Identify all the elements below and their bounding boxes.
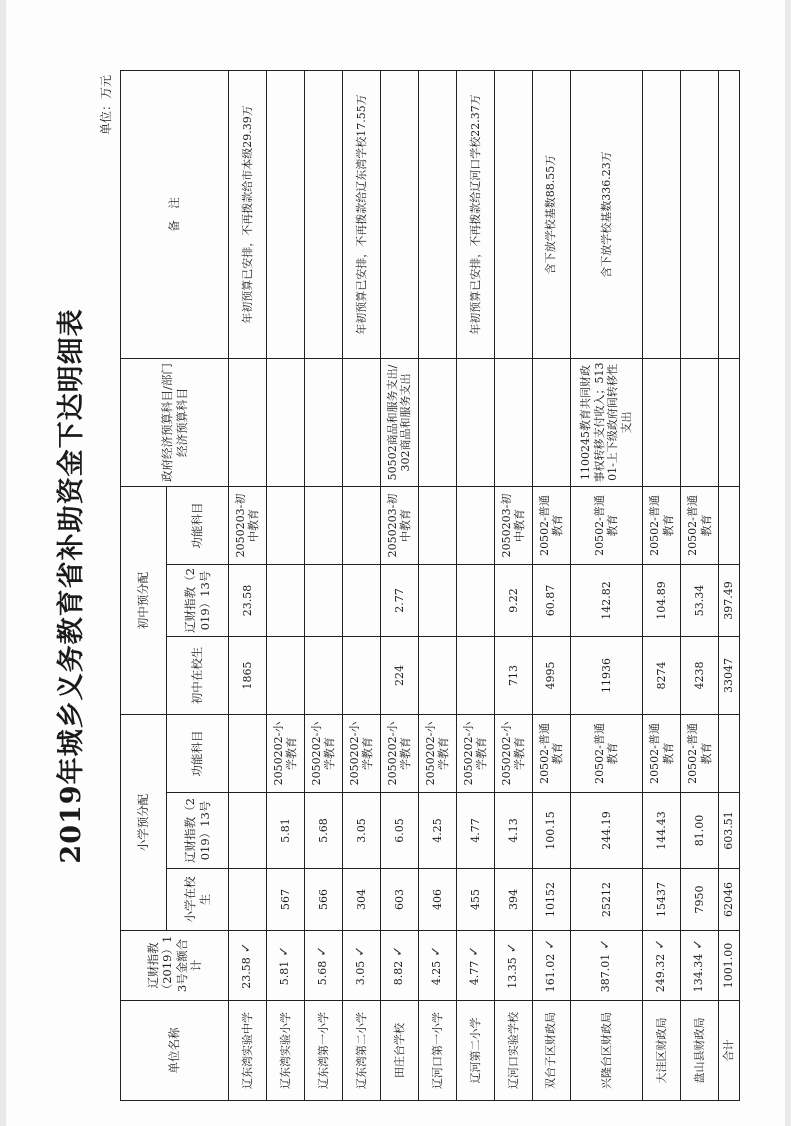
total-cell — [380, 931, 418, 1001]
primary-amount-cell: 6.05 — [380, 793, 418, 869]
junior-amount-cell: 9.22 — [494, 565, 532, 637]
check-mark: ✓ — [353, 945, 369, 957]
total-row — [719, 71, 740, 1101]
junior-students-cell: 8274 — [643, 637, 681, 715]
check-mark: ✓ — [239, 942, 255, 954]
total-value: 387.01 — [599, 953, 613, 993]
header-junior-group: 初中预分配 — [121, 487, 167, 715]
unit-name-cell: 辽河第二小学 — [456, 1001, 494, 1101]
total-primary-func — [719, 715, 740, 793]
note-cell — [643, 71, 681, 359]
table-row — [304, 71, 342, 1101]
primary-func-cell: 2050202-小学教育 — [418, 715, 456, 793]
total-junior-amount: 397.49 — [719, 565, 740, 637]
check-mark: ✓ — [277, 945, 293, 957]
junior-amount-cell — [304, 565, 342, 637]
primary-func-cell: 2050202-小学教育 — [342, 715, 380, 793]
primary-amount-cell: 4.13 — [494, 793, 532, 869]
unit-name-cell: 辽河口第一小学 — [418, 1001, 456, 1101]
primary-students-cell: 567 — [266, 869, 304, 931]
primary-func-cell: 20502-普通教育 — [681, 715, 719, 793]
junior-amount-cell — [418, 565, 456, 637]
junior-func-cell — [418, 487, 456, 565]
econ-cell — [643, 359, 681, 487]
total-cell — [494, 931, 532, 1001]
junior-students-cell — [456, 637, 494, 715]
junior-func-cell: 20502-普通教育 — [681, 487, 719, 565]
primary-func-cell: 2050202-小学教育 — [494, 715, 532, 793]
unit-name-cell: 辽东湾实验小学 — [266, 1001, 304, 1101]
table-row — [532, 71, 570, 1101]
unit-name-cell: 田庄台学校 — [380, 1001, 418, 1101]
junior-func-cell: 2050203-初中教育 — [494, 487, 532, 565]
header-total: 辽财指教（2019）13号金额合计 — [121, 931, 229, 1001]
table-row — [418, 71, 456, 1101]
table-row — [229, 71, 267, 1101]
table-row — [380, 71, 418, 1101]
grand-total-cell: 1001.00 — [719, 931, 740, 1001]
junior-students-cell: 11936 — [570, 637, 642, 715]
check-mark: ✓ — [598, 938, 614, 950]
econ-cell — [494, 359, 532, 487]
primary-students-cell: 304 — [342, 869, 380, 931]
check-mark: ✓ — [505, 942, 521, 954]
total-value: 249.32 — [654, 953, 668, 993]
unit-name-cell: 辽东湾第二小学 — [342, 1001, 380, 1101]
primary-students-cell: 7950 — [681, 869, 719, 931]
table-row — [456, 71, 494, 1101]
note-cell: 年初预算已安排，不再拨款给辽东湾学校17.55万 — [342, 71, 380, 359]
junior-func-cell: 20502-普通教育 — [643, 487, 681, 565]
econ-cell — [456, 359, 494, 487]
junior-func-cell — [456, 487, 494, 565]
total-value: 134.34 — [692, 953, 706, 993]
econ-cell: 50502商品和服务支出/302商品和服务支出 — [380, 359, 418, 487]
allocation-table — [120, 70, 740, 1101]
total-cell — [570, 931, 642, 1001]
header-note: 备 注 — [121, 71, 229, 359]
note-cell — [681, 71, 719, 359]
total-value: 161.02 — [544, 953, 558, 993]
total-value: 5.81 — [278, 960, 292, 986]
junior-students-cell: 224 — [380, 637, 418, 715]
primary-students-cell: 455 — [456, 869, 494, 931]
header-primary-group: 小学预分配 — [121, 715, 167, 931]
primary-func-cell: 20502-普通教育 — [570, 715, 642, 793]
unit-name-cell: 盘山县财政局 — [681, 1001, 719, 1101]
junior-students-cell: 713 — [494, 637, 532, 715]
check-mark: ✓ — [429, 945, 445, 957]
note-cell — [380, 71, 418, 359]
econ-cell — [229, 359, 267, 487]
junior-students-cell: 4995 — [532, 637, 570, 715]
table-row — [494, 71, 532, 1101]
unit-name-cell: 兴隆台区财政局 — [570, 1001, 642, 1101]
junior-students-cell — [304, 637, 342, 715]
total-value: 4.25 — [430, 960, 444, 986]
junior-amount-cell: 2.77 — [380, 565, 418, 637]
unit-name-cell: 辽东湾实验中学 — [229, 1001, 267, 1101]
total-value: 8.82 — [392, 960, 406, 986]
check-mark: ✓ — [691, 938, 707, 950]
total-junior-students: 33047 — [719, 637, 740, 715]
primary-amount-cell: 5.68 — [304, 793, 342, 869]
table-body — [229, 71, 740, 1101]
total-value: 5.68 — [316, 960, 330, 986]
total-cell — [342, 931, 380, 1001]
junior-amount-cell: 60.87 — [532, 565, 570, 637]
primary-amount-cell: 5.81 — [266, 793, 304, 869]
scan-edge-right — [785, 0, 791, 1126]
primary-func-cell: 2050202-小学教育 — [304, 715, 342, 793]
header-junior-amount: 辽财指教（2019）13号 — [167, 565, 229, 637]
header-unit-name: 单位名称 — [121, 1001, 229, 1101]
junior-func-cell: 2050203-初中教育 — [380, 487, 418, 565]
junior-students-cell — [418, 637, 456, 715]
primary-students-cell: 10152 — [532, 869, 570, 931]
note-cell: 含下放学校基数336.23万 — [570, 71, 642, 359]
primary-amount-cell: 100.15 — [532, 793, 570, 869]
total-cell — [456, 931, 494, 1001]
primary-students-cell: 25212 — [570, 869, 642, 931]
junior-func-cell: 20502-普通教育 — [570, 487, 642, 565]
junior-amount-cell — [266, 565, 304, 637]
note-cell — [304, 71, 342, 359]
table-row — [643, 71, 681, 1101]
primary-amount-cell: 4.25 — [418, 793, 456, 869]
total-econ — [719, 359, 740, 487]
total-cell — [532, 931, 570, 1001]
junior-students-cell — [266, 637, 304, 715]
check-mark: ✓ — [653, 938, 669, 950]
header-junior-students: 初中在校生 — [167, 637, 229, 715]
total-cell — [304, 931, 342, 1001]
econ-cell — [266, 359, 304, 487]
primary-func-cell — [229, 715, 267, 793]
scan-edge-left — [0, 0, 6, 1126]
junior-amount-cell: 23.58 — [229, 565, 267, 637]
junior-func-cell — [266, 487, 304, 565]
header-row-1 — [121, 71, 167, 1101]
primary-func-cell: 2050202-小学教育 — [456, 715, 494, 793]
primary-func-cell: 2050202-小学教育 — [380, 715, 418, 793]
econ-cell — [304, 359, 342, 487]
note-cell — [494, 71, 532, 359]
check-mark: ✓ — [315, 945, 331, 957]
junior-amount-cell — [456, 565, 494, 637]
primary-amount-cell — [229, 793, 267, 869]
total-value: 13.35 — [506, 957, 520, 989]
rotated-document — [50, 71, 740, 1101]
total-note — [719, 71, 740, 359]
junior-amount-cell — [342, 565, 380, 637]
junior-func-cell: 20502-普通教育 — [532, 487, 570, 565]
table-row — [266, 71, 304, 1101]
junior-students-cell: 4238 — [681, 637, 719, 715]
unit-name-cell: 辽河口实验学校 — [494, 1001, 532, 1101]
primary-students-cell: 603 — [380, 869, 418, 931]
junior-func-cell — [304, 487, 342, 565]
total-primary-amount: 603.51 — [719, 793, 740, 869]
primary-students-cell: 406 — [418, 869, 456, 931]
junior-amount-cell: 142.82 — [570, 565, 642, 637]
primary-func-cell: 20502-普通教育 — [532, 715, 570, 793]
primary-amount-cell: 81.00 — [681, 793, 719, 869]
total-value: 3.05 — [354, 960, 368, 986]
econ-cell — [532, 359, 570, 487]
table-row — [570, 71, 642, 1101]
unit-name-cell: 双台子区财政局 — [532, 1001, 570, 1101]
header-junior-func: 功能科目 — [167, 487, 229, 565]
primary-students-cell: 15437 — [643, 869, 681, 931]
econ-cell — [342, 359, 380, 487]
check-mark: ✓ — [543, 938, 559, 950]
total-junior-func — [719, 487, 740, 565]
total-cell — [681, 931, 719, 1001]
primary-func-cell: 2050202-小学教育 — [266, 715, 304, 793]
total-row-label: 合计 — [719, 1001, 740, 1101]
table-row — [681, 71, 719, 1101]
total-cell — [229, 931, 267, 1001]
junior-amount-cell: 104.89 — [643, 565, 681, 637]
header-primary-func: 功能科目 — [167, 715, 229, 793]
primary-amount-cell: 4.77 — [456, 793, 494, 869]
econ-cell — [418, 359, 456, 487]
note-cell — [418, 71, 456, 359]
primary-students-cell: 566 — [304, 869, 342, 931]
header-econ: 政府经济预算科目/部门经济预算科目 — [121, 359, 229, 487]
total-value: 4.77 — [468, 960, 482, 986]
total-value: 23.58 — [240, 957, 254, 989]
econ-cell: 1100245教育共同财政事权转移支付收入；51301-上下级政府间转移性支出 — [570, 359, 642, 487]
note-cell: 年初预算已安排，不再拨款给辽河口学校22.37万 — [456, 71, 494, 359]
document-title: 2019年城乡义务教育省补助资金下达明细表 — [56, 308, 87, 864]
junior-func-cell: 2050203-初中教育 — [229, 487, 267, 565]
check-mark: ✓ — [467, 945, 483, 957]
table-row — [342, 71, 380, 1101]
primary-students-cell — [229, 869, 267, 931]
primary-amount-cell: 3.05 — [342, 793, 380, 869]
total-cell — [266, 931, 304, 1001]
junior-students-cell: 1865 — [229, 637, 267, 715]
unit-label: 单位：万元 — [99, 75, 113, 136]
total-cell — [418, 931, 456, 1001]
unit-name-cell: 辽东湾第一小学 — [304, 1001, 342, 1101]
total-primary-students: 62046 — [719, 869, 740, 931]
primary-amount-cell: 244.19 — [570, 793, 642, 869]
note-cell: 含下放学校基数88.55万 — [532, 71, 570, 359]
header-primary-students: 小学在校生 — [167, 869, 229, 931]
primary-func-cell: 20502-普通教育 — [643, 715, 681, 793]
junior-func-cell — [342, 487, 380, 565]
primary-amount-cell: 144.43 — [643, 793, 681, 869]
check-mark: ✓ — [391, 945, 407, 957]
junior-students-cell — [342, 637, 380, 715]
junior-amount-cell: 53.34 — [681, 565, 719, 637]
note-cell: 年初预算已安排，不再拨款给市本级29.39万 — [229, 71, 267, 359]
econ-cell — [681, 359, 719, 487]
primary-students-cell: 394 — [494, 869, 532, 931]
header-primary-amount: 辽财指教（2019）13号 — [167, 793, 229, 869]
note-cell — [266, 71, 304, 359]
total-cell — [643, 931, 681, 1001]
unit-name-cell: 大洼区财政局 — [643, 1001, 681, 1101]
